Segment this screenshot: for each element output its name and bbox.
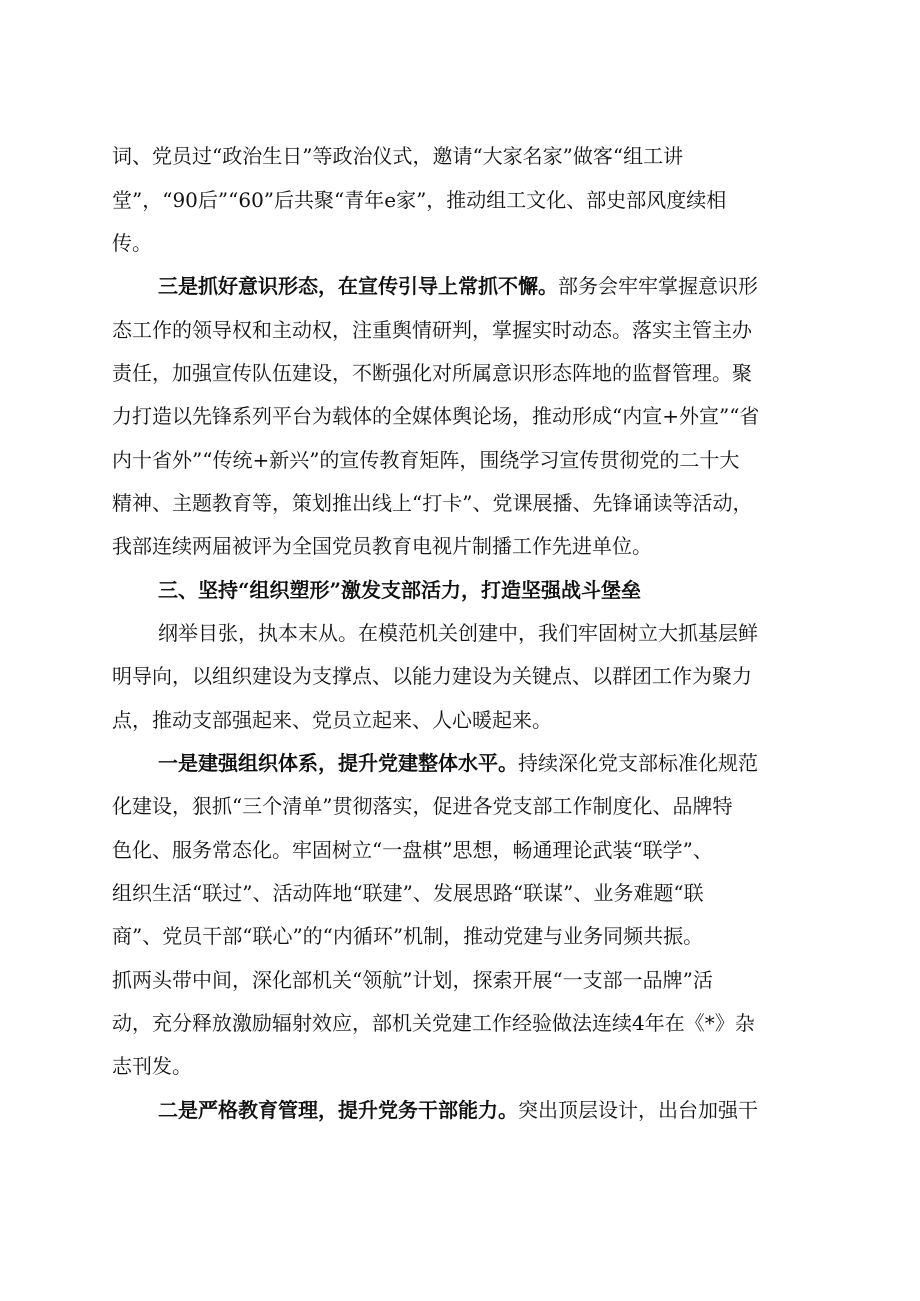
- line-text: 精神、主题教育等，策划推出线上“打卡”、党课展播、先锋诵读等活动，: [112, 491, 753, 515]
- line-text: 明导向，以组织建设为支撑点、以能力建设为关键点、以群团工作为聚力: [112, 664, 752, 688]
- line-text: 纲举目张，执本末从。在模范机关创建中，我们牢固树立大抓基层鲜: [158, 621, 758, 645]
- line-text: 持续深化党支部标准化规范: [518, 751, 758, 775]
- text-line: [112, 180, 812, 220]
- text-line: [112, 136, 812, 176]
- line-text: 化建设，狠抓“三个清单”贯彻落实，促进各党支部工作制度化、品牌特: [112, 794, 733, 818]
- line-text: 传。: [112, 231, 152, 255]
- text-line: [112, 440, 812, 480]
- line-text: 词、党员过“政治生日”等政治仪式，邀请“大家名家”做客“组工讲: [112, 144, 684, 168]
- text-line: [112, 483, 812, 523]
- text-line: [112, 526, 812, 566]
- section-heading: [158, 570, 812, 610]
- line-text: 志刊发。: [112, 1054, 192, 1078]
- line-text: 力打造以先锋系列平台为载体的全媒体舆论场，推动形成“内宣+外宣”“省: [112, 404, 760, 428]
- text-line: [112, 786, 812, 826]
- text-line: [112, 700, 812, 740]
- paragraph-start: [158, 613, 812, 653]
- text-line: [112, 873, 812, 913]
- text-line: [112, 310, 812, 350]
- line-text: 突出顶层设计，出台加强干: [518, 1098, 758, 1122]
- line-text: 我部连续两届被评为全国党员教育电视片制播工作先进单位。: [112, 534, 652, 558]
- text-line: [112, 916, 812, 956]
- text-line: [112, 656, 812, 696]
- text-line: [112, 1046, 812, 1086]
- line-text: 动，充分释放激励辐射效应，部机关党建工作经验做法连续4年在《*》杂: [112, 1011, 755, 1035]
- line-text: 色化、服务常态化。牢固树立“一盘棋”思想，畅通理论武装“联学”、: [112, 838, 713, 862]
- text-line: [112, 223, 812, 263]
- text-line: [112, 353, 812, 393]
- bold-lead-in: 三是抓好意识形态，在宣传引导上常抓不懈。: [158, 274, 558, 298]
- line-text: 责任，加强宣传队伍建设，不断强化对所属意识形态阵地的监督管理。聚: [112, 361, 752, 385]
- line-text: 点，推动支部强起来、党员立起来、人心暖起来。: [112, 708, 552, 732]
- line-text: 抓两头带中间，深化部机关“领航”计划，探索开展“一支部一品牌”活: [112, 968, 713, 992]
- text-line: [112, 960, 812, 1000]
- text-line: [112, 1003, 812, 1043]
- text-line: [112, 396, 812, 436]
- line-text: 商”、党员干部“联心”的“内循环”机制，推动党建与业务同频共振。: [112, 924, 704, 948]
- line-text: 态工作的领导权和主动权，注重舆情研判，掌握实时动态。落实主管主办: [112, 318, 752, 342]
- line-text: 部务会牢牢掌握意识形: [558, 274, 758, 298]
- line-text: 堂”，“90后”“60”后共聚“青年e家”，推动组工文化、部史部风度续相: [112, 188, 727, 212]
- bold-lead-in: 一是建强组织体系，提升党建整体水平。: [158, 751, 518, 775]
- bold-lead-in: 二是严格教育管理，提升党务干部能力。: [158, 1098, 518, 1122]
- paragraph-start: [158, 266, 812, 306]
- line-text: 内十省外”“传统+新兴”的宣传教育矩阵，围绕学习宣传贯彻党的二十大: [112, 448, 740, 472]
- line-text: 组织生活“联过”、活动阵地“联建”、发展思路“联谋”、业务难题“联: [112, 881, 704, 905]
- heading-text: 三、坚持“组织塑形”激发支部活力，打造坚强战斗堡垒: [158, 578, 642, 602]
- text-line: [112, 830, 812, 870]
- paragraph-start: [158, 1090, 812, 1130]
- paragraph-start: [158, 743, 812, 783]
